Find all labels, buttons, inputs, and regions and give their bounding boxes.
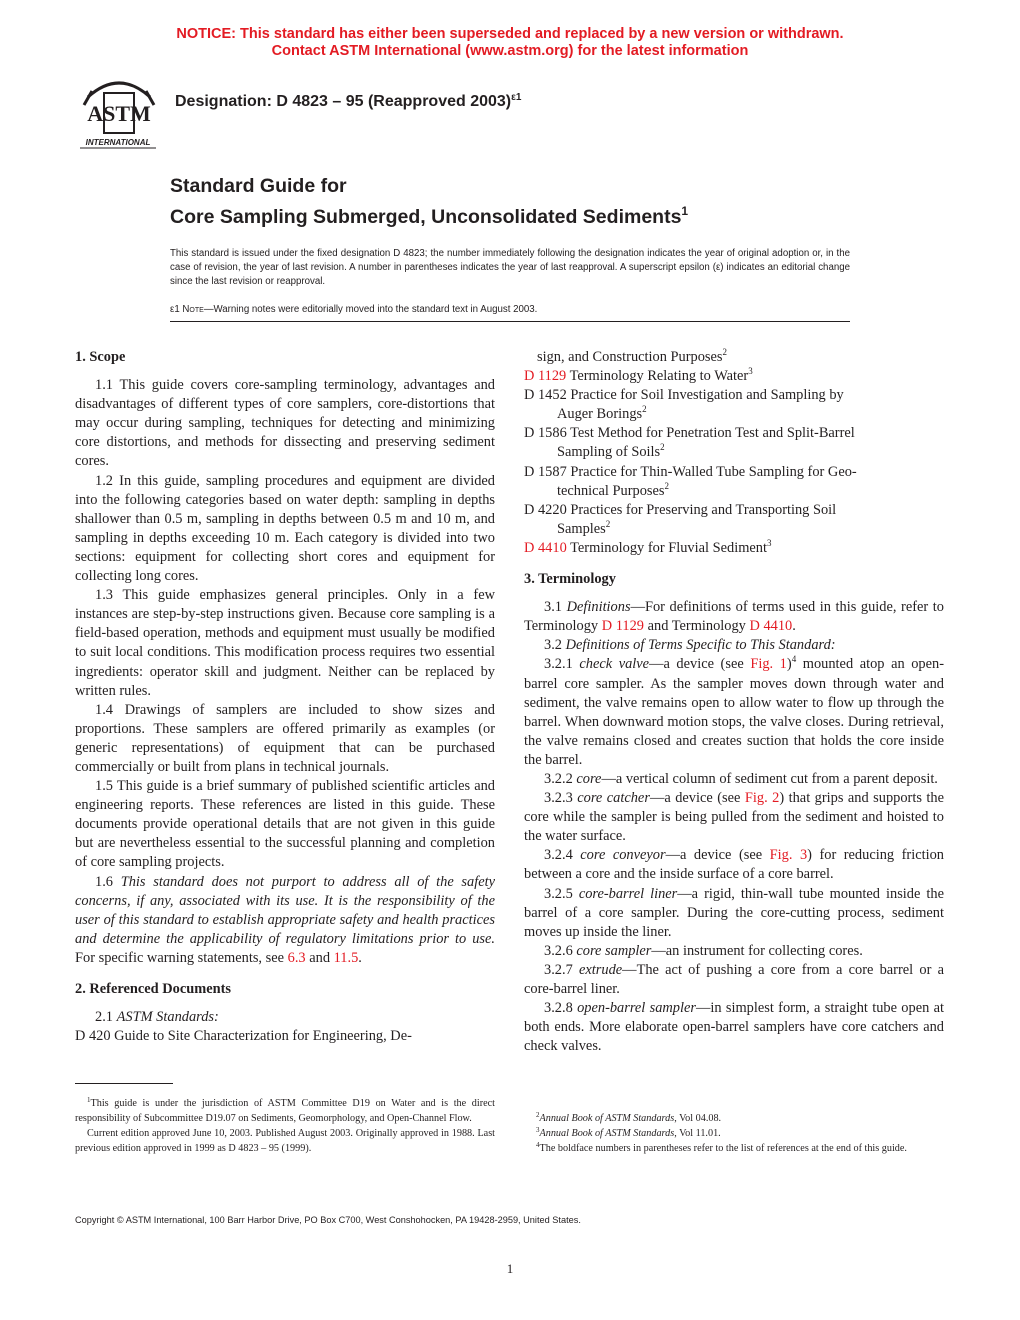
- n: 3.2.7: [544, 961, 573, 978]
- para-3-2-2: [524, 770, 944, 789]
- para-1-6-and: and: [309, 949, 331, 966]
- notice-line-1: NOTICE: This standard has either been superseded and replaced by a new version or withdrawn.: [176, 26, 844, 42]
- ref-d1129-text: Terminology Relating to Water: [569, 368, 749, 385]
- x: —an instrument for collecting cores.: [651, 942, 863, 959]
- para-1-6-italic: This standard does not purport to address all of the safety concerns, if any, associated with its use. It is the responsibility of the user of this standard to establish appropriate safety and health practices and determine the applicability of regulatory limitations prior to use.: [75, 873, 495, 947]
- x: —in simplest form, a straight tube open at both ends. More elaborate open-barrel samplers have core catchers and check valves.: [524, 1000, 944, 1055]
- sup: 3: [748, 366, 753, 377]
- x: —a rigid, thin-wall tube mounted inside the barrel of a core sampler. During the core-cutting process, sediment moves up inside the liner.: [524, 885, 944, 940]
- para-2-1: [75, 1008, 495, 1027]
- para-3-2-7: [524, 961, 944, 999]
- ref-d1452-b: Auger Borings: [557, 406, 643, 423]
- designation: [175, 88, 521, 112]
- fn3-italic: Annual Book of ASTM Standards: [539, 1128, 675, 1139]
- link-d4410-term[interactable]: D 4410: [749, 618, 793, 635]
- copyright-line: Copyright © ASTM International, 100 Barr Harbor Drive, PO Box C700, West Conshohocken, PA 19428-2959, United States.: [75, 1215, 581, 1225]
- link-d1129-term[interactable]: D 1129: [601, 618, 644, 635]
- ref-d1452: [524, 386, 944, 405]
- sup: 2: [722, 347, 727, 357]
- ref-d1586: [524, 424, 944, 443]
- n: 3.2.4: [544, 847, 573, 864]
- n: 3.2.1: [544, 656, 573, 673]
- link-fig-3[interactable]: Fig. 3: [769, 847, 808, 864]
- ref-d420-line2: [524, 348, 944, 367]
- designation-sup: ε1: [511, 92, 522, 103]
- page-number: 1: [506, 1261, 514, 1276]
- link-d4410[interactable]: D 4410: [524, 539, 567, 556]
- epsilon-note: [170, 303, 850, 317]
- ref-d1587-b: technical Purposes: [557, 482, 665, 499]
- para-3-2: [524, 636, 944, 655]
- t: extrude: [579, 961, 623, 978]
- footnote-2: [524, 1111, 944, 1126]
- ref-d1586-cont: [524, 443, 944, 462]
- fn4-text: The boldface numbers in parentheses refer to the list of references at the end of this guide.: [539, 1143, 907, 1154]
- link-fig-2[interactable]: Fig. 2: [744, 790, 780, 807]
- ref-d1452-cont: [524, 405, 944, 424]
- title-footnote-ref: 1: [681, 204, 689, 218]
- x: .: [792, 618, 796, 635]
- n: 3.2.6: [544, 942, 573, 959]
- n: 3.2: [544, 637, 562, 654]
- footnote-rule-left: [75, 1083, 175, 1084]
- ref-d1452-a: D 1452 Practice for Soil Investigation and Sampling by: [524, 387, 844, 404]
- para-1-6-tail: For specific warning statements, see: [75, 949, 285, 966]
- para-2-1-num: 2.1: [95, 1009, 113, 1026]
- title-line-1: Standard Guide for: [170, 175, 347, 197]
- fn1-num: 1: [87, 1096, 91, 1104]
- para-1-3: 1.3 This guide emphasizes general principles. Only in a few instances are step-by-step instructions given. Because core sampling is a field-based operation, methods and equipment must usually be modified to suit local conditions. This modification process requires two essential ingredients: operator skill and judgment. Neither can be replaced by written rules.: [75, 587, 495, 699]
- fn1-text: This guide is under the jurisdiction of ASTM Committee D19 on Water and is the direct responsibility of Subcommittee D19.07 on Sediments, Geomorphology, and Open-Channel Flow.: [75, 1098, 495, 1124]
- para-1-1: 1.1 This guide covers core-sampling terminology, advantages and disadvantages of different types of core samplers, core-distortions that may occur during sampling, techniques for detecting and minimizing core distortions, and methods for dissecting and preserving sediment cores.: [75, 377, 495, 470]
- footnote-1: [75, 1096, 495, 1126]
- x: ) that grips and supports the core while the sampler is being pulled from the sediment and hoisted to the water surface.: [524, 790, 944, 845]
- ref-d1129: [524, 367, 944, 386]
- ref-d420-line1: D 420 Guide to Site Characterization for Engineering, De-: [75, 1028, 412, 1045]
- footnote-1-b: Current edition approved June 10, 2003. Published August 2003. Originally approved in 1988. Last previous edition approved in 1999 as D 4823 – 95 (1999).: [75, 1128, 495, 1154]
- para-1-4: 1.4 Drawings of samplers are included to show sizes and proportions. These samplers are offered primarily as examples (or generic representations) of equipment that can be purchased commercially or built from plans in technical journals.: [75, 701, 495, 775]
- n: 3.2.8: [544, 1000, 573, 1017]
- fn3-num: 3: [536, 1126, 540, 1134]
- ref-d1587-a: D 1587 Practice for Thin-Walled Tube Sampling for Geo-: [524, 463, 857, 480]
- section-heading-terminology: 3. Terminology: [524, 571, 616, 588]
- x: —a device (see: [649, 790, 741, 807]
- document-title: [170, 174, 688, 230]
- footnote-3: [524, 1126, 944, 1141]
- para-1-6-end: .: [358, 949, 362, 966]
- sup: 3: [766, 537, 772, 548]
- x: —The act of pushing a core from a core barrel or a core-barrel liner.: [524, 961, 944, 997]
- x: —a vertical column of sediment cut from a parent deposit.: [601, 770, 938, 787]
- para-3-2-8: [524, 999, 944, 1056]
- notice-line-2: Contact ASTM International (www.astm.org) for the latest information: [271, 43, 749, 59]
- x: —a device (see: [649, 656, 744, 673]
- ref-d1586-b: Sampling of Soils: [557, 444, 661, 461]
- eps-text: —Warning notes were editorially moved into the standard text in August 2003.: [203, 304, 538, 315]
- para-1-6: [75, 873, 495, 968]
- ref-d4410: [524, 539, 944, 558]
- para-3-2-1: 3.2.1 check valve—a device (see Fig. 1)$^4$ mounted atop an open-barrel core sampler. As the sampler moves down through water and sediment, the valve remains open to allow water to flow up through the barrel. When downward motion stops, the valve closes. During retrieval, the valve remains closed and creates suction that holds the core inside the barrel.: [524, 654, 945, 768]
- fn4-num: 4: [536, 1141, 540, 1149]
- n: 3.2.5: [544, 885, 573, 902]
- t: core: [576, 770, 602, 787]
- link-d1129[interactable]: D 1129: [524, 368, 567, 385]
- fn2-tail: , Vol 04.08.: [674, 1113, 722, 1124]
- ref-d1587: [524, 463, 944, 482]
- n: 3.2.3: [544, 790, 573, 807]
- ref-d4410-text: Terminology for Fluvial Sediment: [570, 539, 767, 556]
- sup: 2: [642, 404, 647, 415]
- x: —a device (see: [665, 847, 763, 864]
- link-6-3[interactable]: 6.3: [287, 949, 306, 966]
- right-column: [524, 348, 944, 1056]
- ref-d4220-a: D 4220 Practices for Preserving and Transporting Soil: [524, 501, 837, 518]
- ref-d4220-b: Samples: [557, 520, 606, 537]
- n: 3.2.2: [544, 770, 573, 787]
- footnote-4: [524, 1141, 944, 1156]
- para-3-2-6: [524, 942, 944, 961]
- para-3-2-5: [524, 885, 944, 942]
- eps-label: Note: [182, 304, 204, 315]
- t: open-barrel sampler: [577, 1000, 696, 1017]
- t: check valve: [579, 656, 650, 673]
- withdrawal-notice: [0, 26, 1020, 60]
- x: —For definitions of terms used in this guide, refer to Terminology: [524, 599, 944, 635]
- fn2-num: 2: [536, 1111, 540, 1119]
- t: Definitions of Terms Specific to This Standard:: [565, 637, 836, 654]
- left-column: [75, 348, 495, 1154]
- sup: 4: [791, 654, 797, 665]
- link-fig-1[interactable]: Fig. 1: [750, 656, 787, 673]
- designation-text: Designation: D 4823 – 95 (Reapproved 2003): [175, 93, 512, 110]
- section-heading-refdocs: 2. Referenced Documents: [75, 981, 231, 997]
- x: and Terminology: [647, 618, 746, 635]
- sup: 2: [605, 518, 611, 529]
- sup: 2: [660, 442, 665, 453]
- t: core sampler: [576, 942, 652, 959]
- para-1-2: 1.2 In this guide, sampling procedures and equipment are divided into the following categories based on water depth: sampling in depths shallower than 0.5 m, sampling in depths between 0.5 m and 10 m, and sampling in depths exceeding 10 m. Each category is divided into two sections: equipment for collecting short cores and equipment for collecting long cores.: [75, 472, 495, 585]
- t: Definitions: [566, 599, 631, 616]
- ref-d4220: [524, 501, 944, 520]
- eps-mark: ε1: [170, 304, 180, 315]
- link-11-5[interactable]: 11.5: [333, 949, 359, 966]
- logo-subtext: INTERNATIONAL: [85, 138, 151, 147]
- title-line-2: Core Sampling Submerged, Unconsolidated Sediments: [170, 206, 682, 228]
- fn2-italic: Annual Book of ASTM Standards: [539, 1113, 675, 1124]
- para-1-6-num: 1.6: [95, 873, 113, 890]
- n: 3.1: [544, 599, 562, 616]
- x: ) for reducing friction between a core and the inside surface of a core barrel.: [524, 847, 944, 883]
- ref-d4220-cont: [524, 520, 944, 539]
- para-3-1: [524, 598, 944, 636]
- sup: 2: [664, 480, 670, 491]
- ref-d1587-cont: [524, 482, 944, 501]
- astm-logo: [74, 75, 162, 155]
- footnotes-right: [524, 1111, 944, 1156]
- footnotes-left: [75, 1096, 495, 1156]
- para-1-5: 1.5 This guide is a brief summary of published scientific articles and engineering reports. These references are listed in this guide. These documents provide operational details that are not given in this guide but are nevertheless essential to the successful planning and completion of core sampling projects.: [75, 778, 495, 871]
- ref-d420-b: sign, and Construction Purposes: [537, 349, 723, 365]
- header-rule: [170, 321, 850, 322]
- t: core catcher: [577, 790, 650, 807]
- logo-text: ASTM: [87, 101, 151, 126]
- fn3-tail: , Vol 11.01.: [674, 1128, 721, 1139]
- para-3-2-4: [524, 846, 944, 884]
- x: mounted atop an open-barrel core sampler. As the sampler moves down through water and sediment, the valve remains open to allow water to flow up through the barrel. When downward motion stops, the valve closes. During retrieval, the valve remains closed and creates suction that holds the core inside the barrel.: [524, 656, 945, 768]
- t: core-barrel liner: [578, 885, 678, 902]
- issuance-note: This standard is issued under the fixed designation D 4823; the number immediately following the designation indicates the year of original adoption or, in the case of revision, the year of last revision. A number in parentheses indicates the year of last reapproval. A superscript epsilon (ε) indicates an editorial change since the last revision or reapproval.: [170, 248, 850, 287]
- para-2-1-italic: ASTM Standards:: [116, 1009, 219, 1026]
- t: core conveyor: [580, 847, 666, 864]
- section-heading-scope: 1. Scope: [75, 349, 126, 365]
- ref-d1586-a: D 1586 Test Method for Penetration Test and Split-Barrel: [524, 425, 855, 442]
- para-3-2-3: [524, 789, 944, 846]
